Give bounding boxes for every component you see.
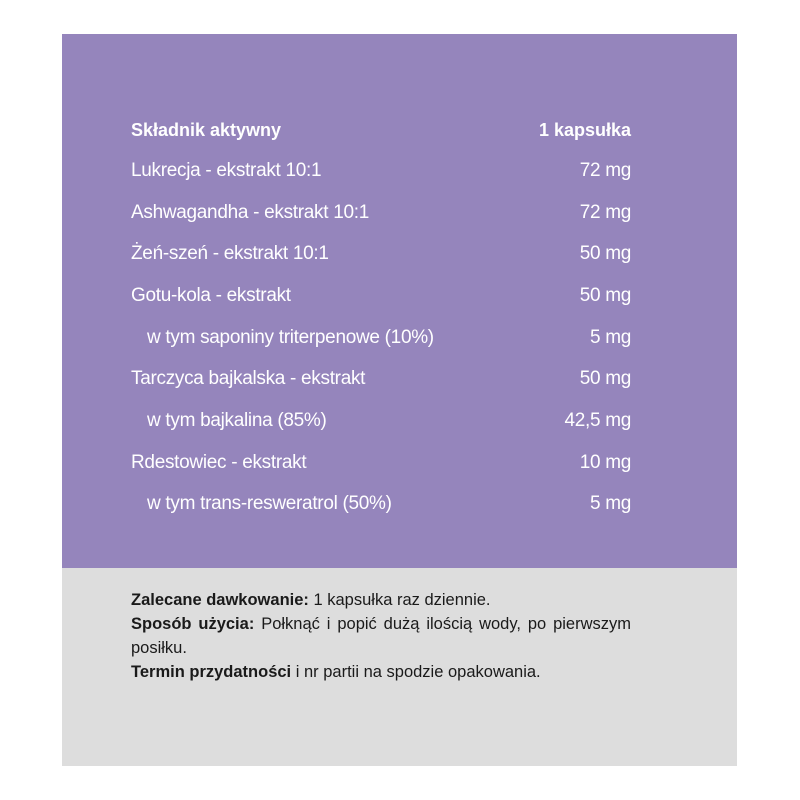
- usage-line: [131, 612, 631, 660]
- ingredient-name: Lukrecja - ekstrakt 10:1: [131, 159, 322, 181]
- dosage-text: 1 kapsułka raz dziennie.: [308, 591, 491, 609]
- table-header: [131, 110, 631, 150]
- ingredient-amount: 72 mg: [579, 159, 631, 181]
- ingredient-name: w tym saponiny triterpenowe (10%): [147, 326, 434, 348]
- ingredient-name: Żeń-szeń - ekstrakt 10:1: [131, 243, 329, 265]
- table-row: [131, 358, 631, 400]
- usage-label: Sposób użycia:: [131, 615, 255, 633]
- ingredient-name: Tarczyca bajkalska - ekstrakt: [131, 368, 366, 390]
- table-row-sub: [131, 400, 631, 442]
- table-row-sub: [131, 484, 631, 526]
- header-amount: 1 kapsułka: [538, 119, 631, 140]
- usage-info: [131, 588, 631, 684]
- ingredients-table: [131, 110, 631, 525]
- expiry-label: Termin przydatności: [131, 663, 292, 681]
- ingredient-name: w tym bajkalina (85%): [147, 409, 327, 431]
- table-row: [131, 442, 631, 484]
- ingredient-name: Ashwagandha - ekstrakt 10:1: [131, 201, 369, 223]
- ingredient-name: Rdestowiec - ekstrakt: [131, 451, 307, 473]
- table-row: [131, 150, 631, 192]
- table-row-sub: [131, 317, 631, 359]
- table-row: [131, 192, 631, 234]
- ingredient-amount: 50 mg: [579, 284, 631, 306]
- table-row: [131, 275, 631, 317]
- expiry-line: [131, 660, 631, 684]
- dosage-label: Zalecane dawkowanie:: [131, 591, 309, 609]
- ingredient-amount: 42,5 mg: [564, 409, 631, 431]
- dosage-line: [131, 588, 631, 612]
- header-ingredient: Składnik aktywny: [131, 119, 282, 140]
- ingredient-amount: 10 mg: [579, 451, 631, 473]
- ingredient-amount: 50 mg: [579, 368, 631, 390]
- usage-text: Połknąć i popić dużą ilością wody, po pierwszym posiłku.: [131, 615, 631, 657]
- ingredient-name: w tym trans-resweratrol (50%): [147, 493, 392, 515]
- ingredient-amount: 5 mg: [589, 493, 631, 515]
- ingredient-name: Gotu-kola - ekstrakt: [131, 284, 291, 306]
- expiry-text: i nr partii na spodzie opakowania.: [291, 663, 541, 681]
- ingredient-amount: 5 mg: [589, 326, 631, 348]
- table-row: [131, 233, 631, 275]
- ingredient-amount: 50 mg: [579, 243, 631, 265]
- ingredient-amount: 72 mg: [579, 201, 631, 223]
